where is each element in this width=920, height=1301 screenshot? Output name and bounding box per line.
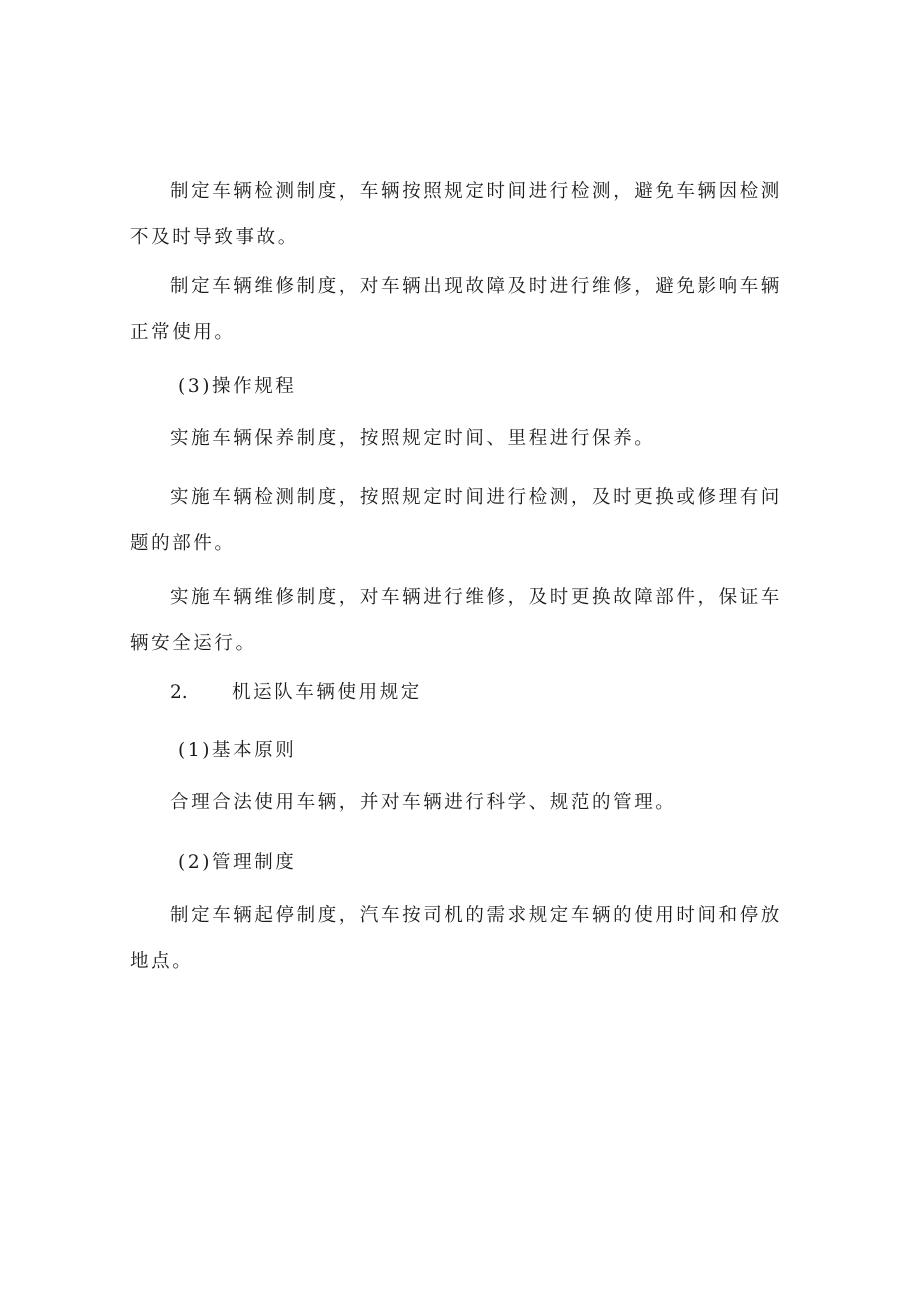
paragraph-vehicle-repair-system: 制定车辆维修制度，对车辆出现故障及时进行维修，避免影响车辆正常使用。	[130, 276, 782, 343]
section-number: 2.	[170, 682, 188, 703]
heading-operating-procedures: (3)操作规程	[178, 376, 297, 397]
heading-management-system: (2)管理制度	[178, 852, 297, 873]
section-title: 机运队车辆使用规定	[232, 682, 422, 703]
paragraph-repair-implementation: 实施车辆维修制度，对车辆进行维修，及时更换故障部件，保证车辆安全运行。	[130, 587, 782, 654]
paragraph-start-stop-system: 制定车辆起停制度，汽车按司机的需求规定车辆的使用时间和停放地点。	[130, 905, 782, 972]
paragraph-vehicle-inspection-system: 制定车辆检测制度，车辆按照规定时间进行检测，避免车辆因检测不及时导致事故。	[130, 181, 782, 248]
paragraph-maintenance-implementation: 实施车辆保养制度，按照规定时间、里程进行保养。	[170, 428, 656, 449]
heading-basic-principles: (1)基本原则	[178, 740, 297, 761]
paragraph-inspection-implementation: 实施车辆检测制度，按照规定时间进行检测，及时更换或修理有问题的部件。	[130, 487, 782, 554]
paragraph-reasonable-use: 合理合法使用车辆，并对车辆进行科学、规范的管理。	[170, 792, 677, 813]
